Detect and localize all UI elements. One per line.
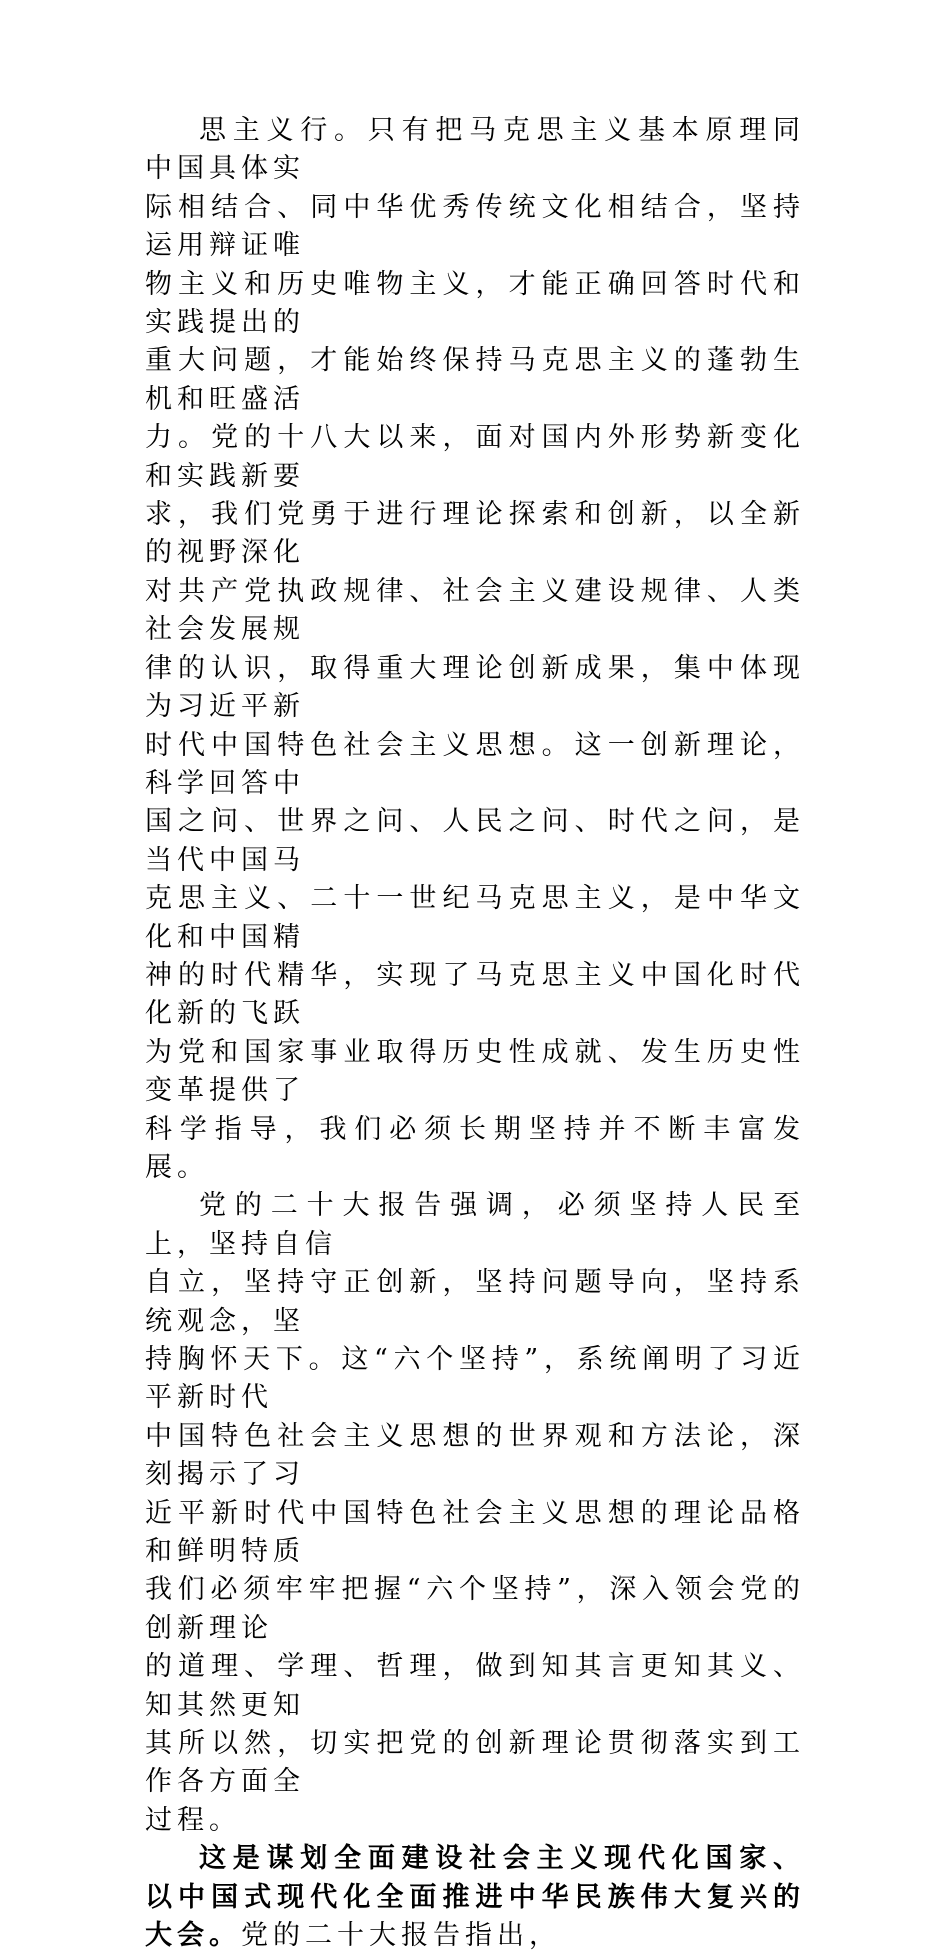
document-body: [145, 112, 805, 1956]
text-line: 神的时代精华，实现了马克思主义中国化时代化新的飞跃: [145, 959, 805, 1030]
text-line: 时代中国特色社会主义思想。这一创新理论，科学回答中: [145, 729, 805, 799]
paragraph-1: [145, 112, 805, 1187]
text-line: 其所以然，切实把党的创新理论贯彻落实到工作各方面全: [145, 1728, 805, 1798]
paragraph-2: [145, 1187, 805, 1840]
text-line: 科学指导，我们必须长期坚持并不断丰富发展。: [145, 1113, 805, 1183]
text-line: 中国特色社会主义思想的世界观和方法论，深刻揭示了习: [145, 1420, 805, 1491]
bold-lead-sentence: 这是谋划全面建设社会主义现代化国家、以中国式现代化全面推进中华民族伟大复兴的大会。: [145, 1843, 805, 1952]
paragraph-3: [145, 1840, 805, 1955]
text-line: 我们必须牢牢把握“六个坚持”，深入领会党的创新理论: [145, 1574, 805, 1644]
text-line: 对共产党执政规律、社会主义建设规律、人类社会发展规: [145, 575, 805, 646]
text-line: 克思主义、二十一世纪马克思主义，是中华文化和中国精: [145, 883, 805, 953]
paragraph-text: 党的二十大报告指出，: [241, 1920, 561, 1952]
text-line: 过程。: [145, 1804, 241, 1836]
text-line: 重大问题，才能始终保持马克思主义的蓬勃生机和旺盛活: [145, 345, 805, 415]
text-line: 党的二十大报告强调，必须坚持人民至上，坚持自信: [145, 1190, 805, 1260]
text-line: 力。党的十八大以来，面对国内外形势新变化和实践新要: [145, 422, 805, 492]
text-line: 国之问、世界之问、人民之问、时代之问，是当代中国马: [145, 806, 805, 876]
text-line: 自立，坚持守正创新，坚持问题导向，坚持系统观念，坚: [145, 1267, 805, 1337]
text-line: 求，我们党勇于进行理论探索和创新，以全新的视野深化: [145, 499, 805, 569]
text-line: 为党和国家事业取得历史性成就、发生历史性变革提供了: [145, 1036, 805, 1107]
text-line: 律的认识，取得重大理论创新成果，集中体现为习近平新: [145, 652, 805, 723]
text-line: 物主义和历史唯物主义，才能正确回答时代和实践提出的: [145, 268, 805, 339]
text-line: 际相结合、同中华优秀传统文化相结合，坚持运用辩证唯: [145, 191, 805, 262]
text-line: 近平新时代中国特色社会主义思想的理论品格和鲜明特质: [145, 1497, 805, 1568]
text-line: 持胸怀天下。这“六个坚持”，系统阐明了习近平新时代: [145, 1344, 805, 1414]
text-line: 思主义行。只有把马克思主义基本原理同中国具体实: [145, 115, 805, 185]
text-line: 的道理、学理、哲理，做到知其言更知其义、知其然更知: [145, 1651, 805, 1721]
